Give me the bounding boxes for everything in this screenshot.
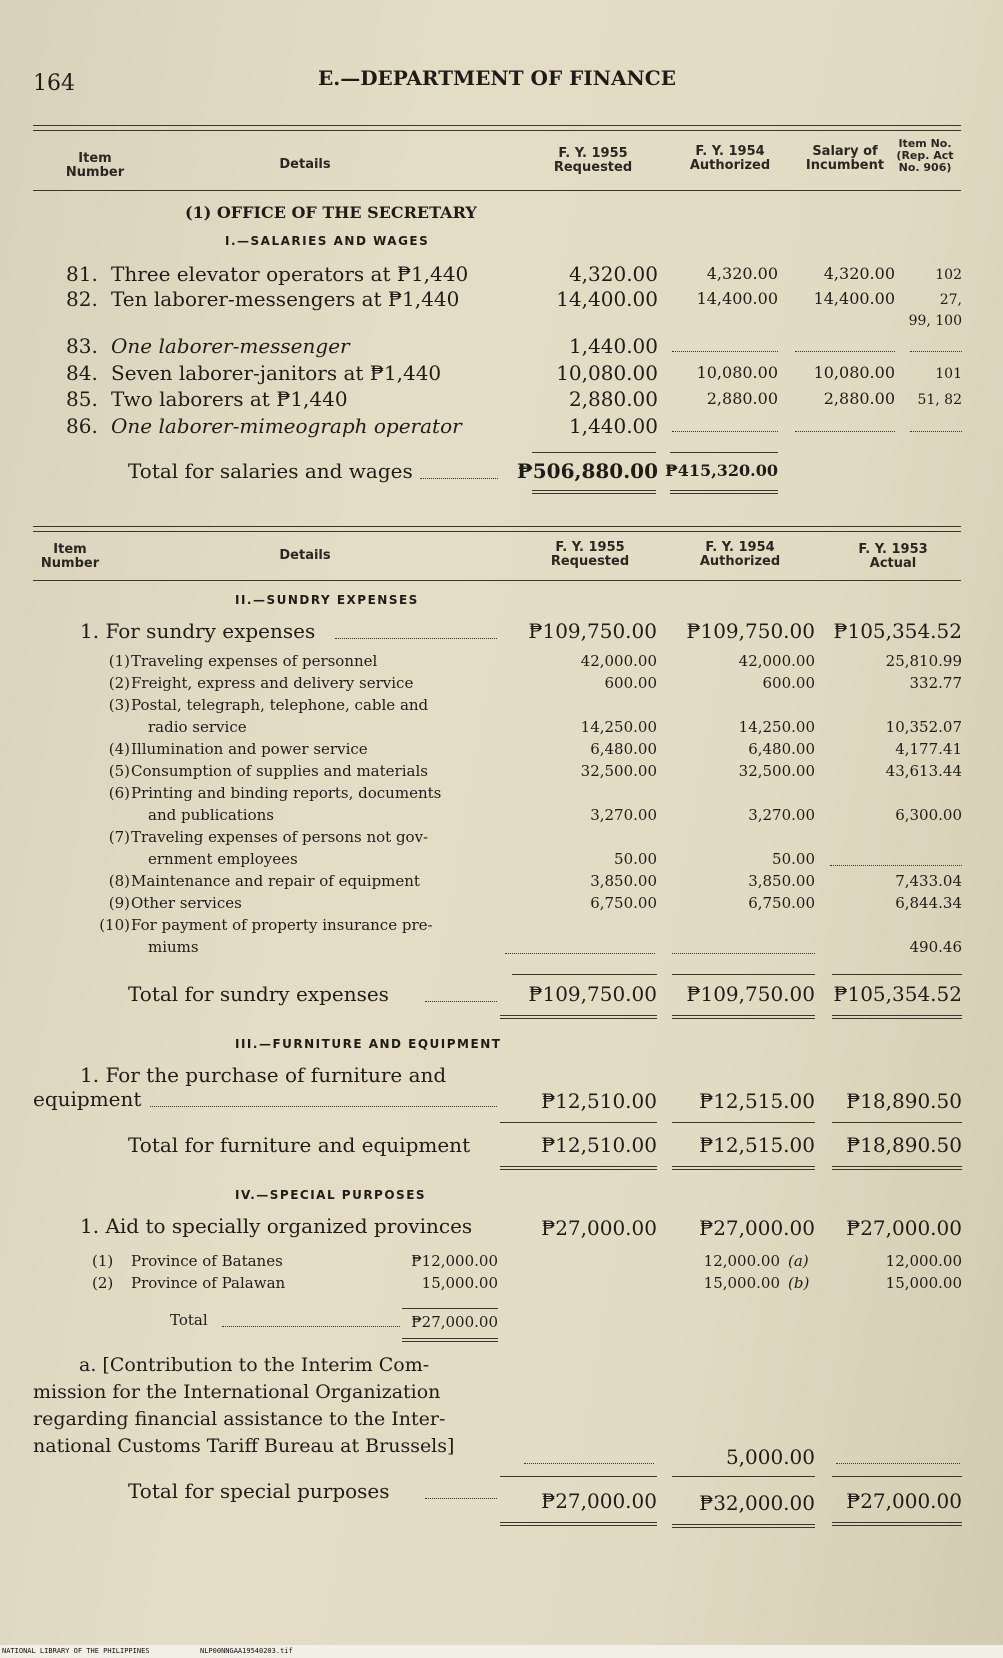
province-number: (1) [92,1252,114,1270]
sub-item-label: Illumination and power service [131,740,368,758]
col-header-salary: Salary of Incumbent [805,144,885,173]
page-number: 164 [33,71,75,96]
item-details: Two laborers at ₱1,440 [111,387,348,411]
total-sundry-auth: ₱109,750.00 [686,982,815,1006]
province-number: (2) [92,1274,114,1292]
section-heading-furniture: III.—FURNITURE AND EQUIPMENT [235,1037,502,1051]
dbl-f2 [672,1166,815,1170]
header-rule-top2 [33,130,961,131]
rule-total-sal [532,452,656,453]
col2-header-fy1954: F. Y. 1954 Authorized [699,540,781,569]
sub-item-number: (8) [108,872,130,890]
dbl-c [832,1015,962,1019]
province-actual: 15,000.00 [885,1274,962,1292]
sub-item-requested: 600.00 [604,674,657,692]
dot-leader [795,431,895,432]
sub-item-label: Other services [131,894,242,912]
sub-item-actual: 25,810.99 [885,652,962,670]
sub-item-requested: 42,000.00 [580,652,657,670]
dot-leader [910,431,962,432]
sub-item-requested: 3,270.00 [590,806,657,824]
province-name: Province of Batanes [131,1252,283,1270]
dbl-a [500,1015,657,1019]
dot-leader [672,351,778,352]
provinces-total-label: Total [170,1311,208,1329]
sub-item-label: Maintenance and repair of equipment [131,872,420,890]
sub-item-label-cont: radio service [148,718,247,736]
dbl-s2 [672,1524,815,1528]
sub-item-number: (5) [108,762,130,780]
salary-incumbent: 10,080.00 [813,363,895,382]
special-main-req: ₱27,000.00 [541,1216,657,1240]
item-number: 83. [66,334,98,358]
sub-item-authorized: 600.00 [762,674,815,692]
rep-act-item-no: 99, 100 [908,313,962,329]
note-a [33,1352,503,1460]
rep-act-item-no: 101 [935,366,962,382]
sub-item-actual: 43,613.44 [885,762,962,780]
total-salaries-label: Total for salaries and wages [128,459,413,483]
total-special-req: ₱27,000.00 [541,1489,657,1513]
rule-s1 [500,1476,657,1477]
sub-item-requested: 6,750.00 [590,894,657,912]
office-heading: (1) OFFICE OF THE SECRETARY [185,203,477,222]
rule-f1 [500,1122,657,1123]
item-details: Seven laborer-janitors at ₱1,440 [111,361,442,385]
sub-item-authorized: 42,000.00 [738,652,815,670]
provinces-total-amount: ₱27,000.00 [411,1313,498,1331]
note-line: mission for the International Organization [33,1381,441,1403]
dot-leader [795,351,895,352]
col-header-fy1955: F. Y. 1955 Requested [553,146,633,175]
sub-item-label: Traveling expenses of personnel [131,652,378,670]
item-details: One laborer-messenger [111,334,350,358]
footnote-mark: (a) [788,1252,809,1270]
amount-requested: 1,440.00 [568,414,658,438]
province-actual: 12,000.00 [885,1252,962,1270]
sundry-main-auth: ₱109,750.00 [686,619,815,643]
sub-item-authorized: 3,270.00 [748,806,815,824]
dbl-b [672,1015,815,1019]
amount-authorized: 14,400.00 [696,289,778,308]
sub-item-actual: 6,300.00 [895,806,962,824]
total-furniture-req: ₱12,510.00 [541,1133,657,1157]
total-special-auth: ₱32,000.00 [699,1491,815,1515]
amount-requested: 1,440.00 [568,334,658,358]
col-header-fy1954: F. Y. 1954 Authorized [689,144,771,173]
sub-item-label: Freight, express and delivery service [131,674,414,692]
dbl-prov [402,1338,498,1342]
col2-header-fy1955: F. Y. 1955 Requested [550,540,630,569]
sub-item-number: (4) [108,740,130,758]
sub-item-actual: 332.77 [909,674,962,692]
sub-item-requested: 6,480.00 [590,740,657,758]
province-authorized: 15,000.00 [703,1274,780,1292]
sub-item-number: (6) [108,784,130,802]
sub-item-requested: 50.00 [614,850,657,868]
rule-s2 [672,1476,815,1477]
header2-rule-top [33,526,961,527]
col2-header-details: Details [279,548,331,563]
dbl-rule-2 [670,490,778,494]
dot-leader [836,1463,960,1464]
scan-footer [0,1645,1003,1658]
total-sundry-label: Total for sundry expenses [128,982,389,1006]
dbl-rule-1 [532,490,656,494]
salary-incumbent: 14,400.00 [813,289,895,308]
sub-item-number: (10) [99,916,130,934]
dbl-f1 [500,1166,657,1170]
sub-item-number: (1) [108,652,130,670]
total-salaries-auth: ₱415,320.00 [665,461,778,480]
dot-leader [505,953,655,954]
furniture-auth: ₱12,515.00 [699,1089,815,1113]
dot-leader [420,478,498,479]
header-rule-top [33,125,961,126]
salary-incumbent: 4,320.00 [823,264,895,283]
section-heading-special: IV.—SPECIAL PURPOSES [235,1188,427,1202]
total-sundry-actual: ₱105,354.52 [833,982,962,1006]
total-furniture-label: Total for furniture and equipment [128,1133,471,1157]
sub-item-number: (3) [108,696,130,714]
province-authorized: 12,000.00 [703,1252,780,1270]
page-title: E.—DEPARTMENT OF FINANCE [318,66,676,90]
dot-leader [425,1001,497,1002]
rule-total-sal2 [670,452,778,453]
col-header-details: Details [279,157,331,172]
amount-requested: 14,400.00 [556,287,658,311]
sub-item-authorized: 3,850.00 [748,872,815,890]
sub-item-label: Postal, telegraph, telephone, cable and [131,696,429,714]
sub-item-authorized: 6,750.00 [748,894,815,912]
furniture-line2: equipment [33,1087,142,1111]
amount-requested: 10,080.00 [556,361,658,385]
total-special-actual: ₱27,000.00 [846,1489,962,1513]
footer-library: NATIONAL LIBRARY OF THE PHILIPPINES [2,1647,150,1655]
amount-requested: 4,320.00 [568,262,658,286]
footer-file: NLP00NNGAA19540203.tif [200,1647,293,1655]
item-number: 82. [66,287,98,311]
sub-item-authorized: 32,500.00 [738,762,815,780]
item-details: One laborer-mimeograph operator [111,414,462,438]
item-details: Ten laborer-messengers at ₱1,440 [111,287,460,311]
sub-item-label: For payment of property insurance pre- [131,916,433,934]
sub-item-actual: 6,844.34 [895,894,962,912]
col2-header-fy1953: F. Y. 1953 Actual [858,542,928,571]
salary-incumbent: 2,880.00 [823,389,895,408]
rule-f2 [672,1122,815,1123]
rep-act-item-no: 102 [935,267,962,283]
dot-leader [335,638,497,639]
rep-act-item-no: 27, [939,292,962,308]
rule-c [832,974,962,975]
sub-item-number: (9) [108,894,130,912]
amount-requested: 2,880.00 [568,387,658,411]
sub-item-actual: 490.46 [909,938,962,956]
sub-item-number: (7) [108,828,130,846]
item-number: 81. [66,262,98,286]
item-number: 86. [66,414,98,438]
item-number: 85. [66,387,98,411]
sub-item-label-cont: and publications [148,806,274,824]
dot-leader [672,953,815,954]
furniture-req: ₱12,510.00 [541,1089,657,1113]
col-header-itemno: Item No. (Rep. Act No. 906) [896,137,954,174]
dot-leader [425,1498,497,1499]
sub-item-actual: 7,433.04 [895,872,962,890]
sub-item-requested: 14,250.00 [580,718,657,736]
rule-prov [402,1308,498,1309]
section-heading-salaries: I.—SALARIES AND WAGES [225,234,430,248]
sundry-main-actual: ₱105,354.52 [833,619,962,643]
rep-act-item-no: 51, 82 [917,392,962,408]
province-amount: ₱12,000.00 [411,1252,498,1270]
dbl-s3 [832,1522,962,1526]
sub-item-actual: 4,177.41 [895,740,962,758]
sub-item-label-cont: miums [148,938,199,956]
rule-a [512,974,657,975]
total-sundry-req: ₱109,750.00 [528,982,657,1006]
section-heading-sundry: II.—SUNDRY EXPENSES [235,593,419,607]
total-furniture-auth: ₱12,515.00 [699,1133,815,1157]
item-details: Three elevator operators at ₱1,440 [111,262,469,286]
dot-leader [524,1463,654,1464]
header-rule-bottom [33,190,961,191]
rule-b [672,974,815,975]
sub-item-authorized: 14,250.00 [738,718,815,736]
sundry-main-req: ₱109,750.00 [528,619,657,643]
dot-leader [222,1326,400,1327]
province-name: Province of Palawan [131,1274,286,1292]
dbl-s1 [500,1522,657,1526]
note-line: regarding financial assistance to the Inter- [33,1408,446,1430]
sub-item-requested: 3,850.00 [590,872,657,890]
dbl-f3 [832,1166,962,1170]
dot-leader [910,351,962,352]
rule-f3 [832,1122,962,1123]
item-number: 84. [66,361,98,385]
sub-item-requested: 32,500.00 [580,762,657,780]
province-amount: 15,000.00 [421,1274,498,1292]
amount-authorized: 2,880.00 [706,389,778,408]
total-special-label: Total for special purposes [128,1479,390,1503]
col-header-item: Item Number [65,151,125,180]
sub-item-label: Traveling expenses of persons not gov- [131,828,429,846]
furniture-line1: 1. For the purchase of furniture and [80,1063,447,1087]
special-main-actual: ₱27,000.00 [846,1216,962,1240]
sub-item-label: Consumption of supplies and materials [131,762,428,780]
special-main-auth: ₱27,000.00 [699,1216,815,1240]
amount-authorized: 4,320.00 [706,264,778,283]
furniture-actual: ₱18,890.50 [846,1089,962,1113]
dot-leader [830,865,962,866]
total-furniture-actual: ₱18,890.50 [846,1133,962,1157]
amount-authorized: 10,080.00 [696,363,778,382]
sub-item-label: Printing and binding reports, documents [131,784,442,802]
sub-item-authorized: 6,480.00 [748,740,815,758]
note-line: national Customs Tariff Bureau at Brussels] [33,1435,455,1457]
dot-leader [150,1106,497,1107]
note-auth: 5,000.00 [725,1445,815,1469]
dot-leader [672,431,778,432]
special-main-label: 1. Aid to specially organized provinces [80,1214,473,1238]
sub-item-label-cont: ernment employees [148,850,298,868]
sundry-main-label: 1. For sundry expenses [80,619,316,643]
total-salaries-req: ₱506,880.00 [516,459,658,483]
header2-rule-bottom [33,580,961,581]
header2-rule-top2 [33,531,961,532]
sub-item-authorized: 50.00 [772,850,815,868]
footnote-mark: (b) [788,1274,810,1292]
sub-item-actual: 10,352.07 [885,718,962,736]
sub-item-number: (2) [108,674,130,692]
note-line: a. [Contribution to the Interim Com- [79,1354,430,1376]
rule-s3 [832,1476,962,1477]
col2-header-item: Item Number [40,542,100,571]
